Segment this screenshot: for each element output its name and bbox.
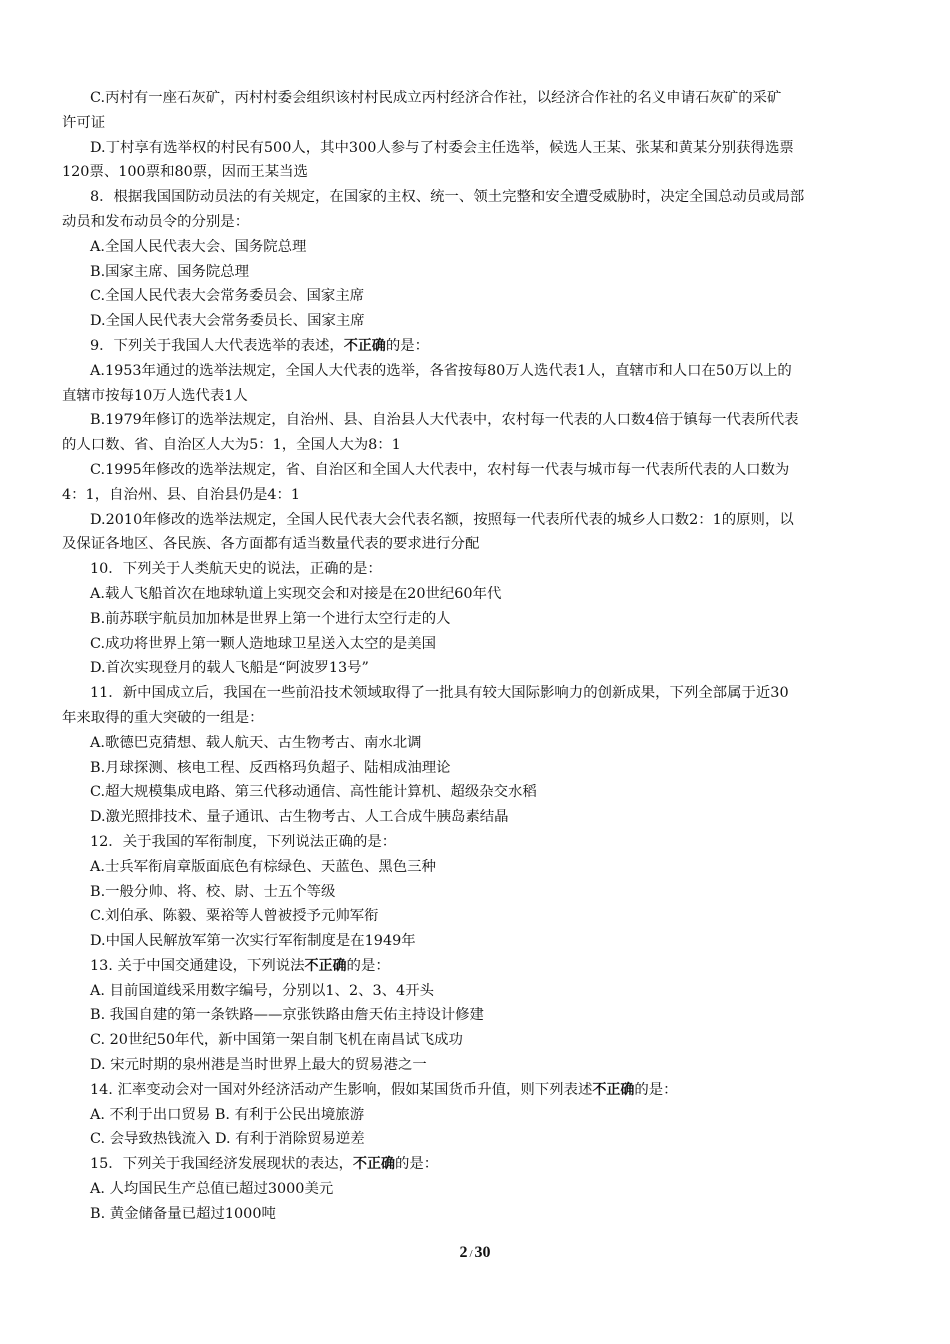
text-line: 直辖市按每10万人选代表1人 [62,387,248,404]
emphasis-text: 不正确 [352,1156,395,1173]
question-text-end: 的是： [346,957,390,974]
text-line [62,954,894,979]
text-line: 10．下列关于人类航天史的说法，正确的是： [90,561,382,578]
text-line: C.1995年修改的选举法规定，省、自治区和全国人大代表中，农村每一代表与城市每一代表所代表的人口数为 [90,461,790,478]
text-line: A.歌德巴克猜想、载人航天、古生物考古、南水北调 [90,734,422,751]
text-line: A.1953年通过的选举法规定，全国人大代表的选举，各省按每80万人选代表1人，直辖市和人口在50万以上的 [90,362,792,379]
text-line [62,1152,894,1177]
text-line: A. 目前国道线采用数字编号，分别以1、2、3、4开头 [90,982,434,999]
text-line: C. 20世纪50年代，新中国第一架自制飞机在南昌试飞成功 [90,1032,463,1049]
text-line: A. 人均国民生产总值已超过3000美元 [90,1181,334,1198]
text-line: C.刘伯承、陈毅、粟裕等人曾被授予元帅军衔 [90,908,379,925]
emphasis-text: 不正确 [592,1081,635,1098]
text-line [62,334,894,359]
text-line: A.士兵军衔肩章版面底色有棕绿色、天蓝色、黑色三种 [90,858,436,875]
total-pages-number: 30 [474,1244,491,1261]
text-line: D.2010年修改的选举法规定，全国人民代表大会代表名额，按照每一代表所代表的城乡人口数2：1的原则，以 [90,511,794,528]
text-line: 动员和发布动员令的分别是： [62,213,250,230]
text-line: 11．新中国成立后，我国在一些前沿技术领域取得了一批具有较大国际影响力的创新成果，下列全部属于近30 [90,685,789,702]
text-line: D.丁村享有选举权的村民有500人，其中300人参与了村委会主任选举，候选人王某、张某和黄某分别获得选票 [90,139,794,156]
question-text-end: 的是： [385,337,429,354]
text-line: 120票、100票和80票，因而王某当选 [62,164,308,181]
text-line: B.前苏联宇航员加加林是世界上第一个进行太空行走的人 [90,610,451,627]
text-line: 年来取得的重大突破的一组是： [62,709,264,726]
text-line: B.国家主席、国务院总理 [90,263,250,280]
text-line: C.全国人民代表大会常务委员会、国家主席 [90,288,365,305]
question-text: 13. 关于中国交通建设，下列说法 [90,957,305,974]
text-line: B. 我国自建的第一条铁路——京张铁路由詹天佑主持设计修建 [90,1007,484,1024]
page-number [0,1244,950,1262]
text-line: D.首次实现登月的载人飞船是“阿波罗13号” [90,660,369,677]
question-text: 14. 汇率变动会对一国对外经济活动产生影响，假如某国货币升值，则下列表述 [90,1081,593,1098]
text-line: D.激光照排技术、量子通讯、古生物考古、人工合成牛胰岛素结晶 [90,809,509,826]
text-line: D.全国人民代表大会常务委员长、国家主席 [90,313,365,330]
page-separator: / [469,1248,473,1260]
current-page-number: 2 [459,1244,468,1261]
text-line: B.一般分帅、将、校、尉、士五个等级 [90,883,336,900]
document-body [62,86,894,1227]
text-line: A. 不利于出口贸易 B. 有利于公民出境旅游 [90,1106,365,1123]
emphasis-text: 不正确 [343,337,386,354]
text-line: 4：1，自治州、县、自治县仍是4：1 [62,486,301,503]
text-line: 的人口数、省、自治区人大为5：1，全国人大为8：1 [62,437,401,454]
text-line: C.成功将世界上第一颗人造地球卫星送入太空的是美国 [90,635,437,652]
text-line: 许可证 [62,114,106,131]
question-text-end: 的是： [394,1156,439,1173]
text-line: A.全国人民代表大会、国务院总理 [90,238,307,255]
question-text: 15．下列关于我国经济发展现状的表达， [90,1156,353,1173]
text-line: B. 黄金储备量已超过1000吨 [90,1205,276,1222]
text-line: 12．关于我国的军衔制度，下列说法正确的是： [90,833,397,850]
text-line: 8．根据我国国防动员法的有关规定，在国家的主权、统一、领土完整和安全遭受威胁时，决定全国总动员或局部 [90,189,805,206]
text-line: B.月球探测、核电工程、反西格玛负超子、陆相成油理论 [90,759,451,776]
text-line: C. 会导致热钱流入 D. 有利于消除贸易逆差 [90,1131,365,1148]
text-line: A.载人飞船首次在地球轨道上实现交会和对接是在20世纪60年代 [90,585,502,602]
text-line: C.丙村有一座石灰矿，丙村村委会组织该村村民成立丙村经济合作社，以经济合作社的名义申请石灰矿的采矿 [90,90,782,106]
text-line: 及保证各地区、各民族、各方面都有适当数量代表的要求进行分配 [62,536,480,553]
text-line: B.1979年修订的选举法规定，自治州、县、自治县人大代表中，农村每一代表的人口数4倍于镇每一代表所代表 [90,412,799,429]
text-line [62,1078,894,1103]
text-line: D.中国人民解放军第一次实行军衔制度是在1949年 [90,933,416,950]
text-line: D. 宋元时期的泉州港是当时世界上最大的贸易港之一 [90,1057,427,1074]
text-line: C.超大规模集成电路、第三代移动通信、高性能计算机、超级杂交水稻 [90,784,537,801]
emphasis-text: 不正确 [304,957,347,974]
question-text: 9．下列关于我国人大代表选举的表述， [90,337,344,354]
question-text-end: 的是： [634,1081,678,1098]
